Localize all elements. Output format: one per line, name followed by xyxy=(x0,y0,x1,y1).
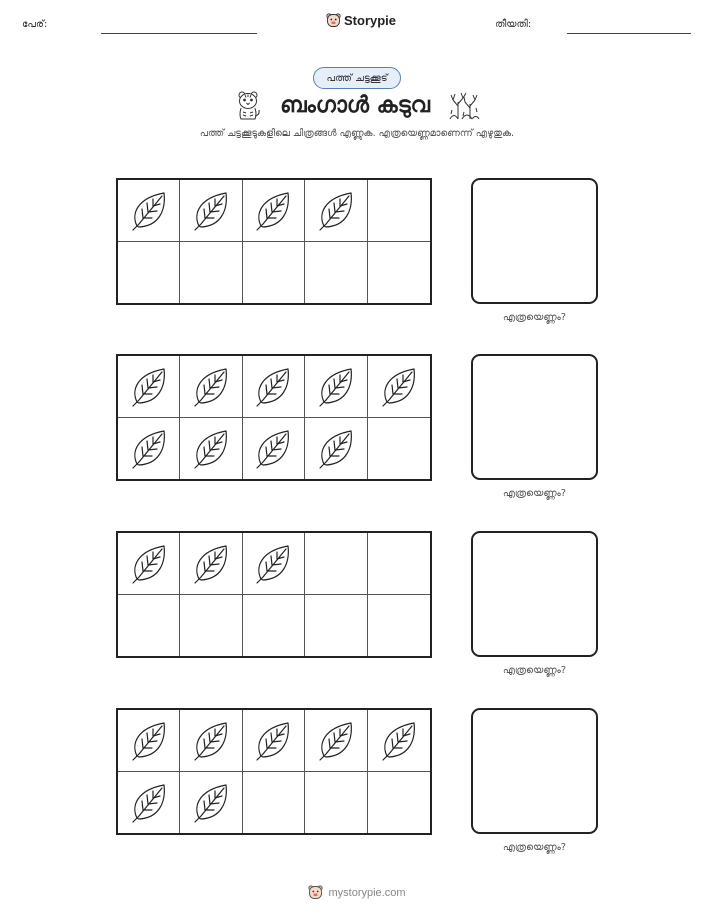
date-line[interactable] xyxy=(567,33,691,34)
answer-prompt: എത്രയെണ്ണം? xyxy=(502,665,567,676)
name-label: പേര്: xyxy=(22,19,48,30)
instructions: പത്ത് ചട്ടക്കൂടുകളിലെ ചിത്രങ്ങൾ എണ്ണുക. എത്രയെണ്ണമാണെന്ന് എഴുതുക. xyxy=(199,128,515,139)
answer-box[interactable] xyxy=(471,178,598,304)
frame-cell xyxy=(180,418,242,480)
leaf-icon xyxy=(379,364,419,408)
ten-frame xyxy=(116,354,432,481)
frame-cell xyxy=(243,710,305,772)
frame-cell xyxy=(180,180,242,242)
frame-cell xyxy=(180,242,242,304)
ten-frame xyxy=(116,708,432,835)
frame-cell xyxy=(368,533,430,595)
brand-logo xyxy=(326,12,396,29)
leaf-icon xyxy=(253,541,293,585)
frame-cell xyxy=(368,356,430,418)
jungle-trees-icon xyxy=(448,90,480,120)
leaf-icon xyxy=(316,364,356,408)
frame-cell xyxy=(180,356,242,418)
frame-cell xyxy=(305,418,367,480)
frame-cell xyxy=(180,710,242,772)
leaf-icon xyxy=(191,426,231,470)
leaf-icon xyxy=(316,718,356,762)
frame-cell xyxy=(118,772,180,834)
worksheet-type-badge: പത്ത് ചട്ടക്കൂട് xyxy=(313,67,401,89)
frame-cell xyxy=(368,242,430,304)
frame-cell xyxy=(305,772,367,834)
frame-cell xyxy=(180,533,242,595)
leaf-icon xyxy=(191,780,231,824)
answer-prompt: എത്രയെണ്ണം? xyxy=(502,488,567,499)
frame-cell xyxy=(243,180,305,242)
frame-cell xyxy=(305,356,367,418)
leaf-icon xyxy=(379,718,419,762)
bear-mascot-icon xyxy=(308,884,323,901)
leaf-icon xyxy=(316,188,356,232)
answer-box[interactable] xyxy=(471,354,598,480)
leaf-icon xyxy=(191,718,231,762)
answer-box[interactable] xyxy=(471,708,598,834)
bear-mascot-icon xyxy=(326,12,341,29)
frame-cell xyxy=(118,595,180,657)
tiger-icon xyxy=(234,90,262,120)
date-label: തീയതി: xyxy=(495,19,532,30)
leaf-icon xyxy=(129,188,169,232)
leaf-icon xyxy=(253,188,293,232)
frame-cell xyxy=(368,595,430,657)
footer-url: mystorypie.com xyxy=(328,886,406,899)
frame-cell xyxy=(305,180,367,242)
frame-cell xyxy=(118,356,180,418)
brand-name: Storypie xyxy=(344,13,397,28)
leaf-icon xyxy=(191,364,231,408)
frame-cell xyxy=(305,533,367,595)
answer-box[interactable] xyxy=(471,531,598,657)
frame-cell xyxy=(305,242,367,304)
frame-cell xyxy=(243,242,305,304)
frame-cell xyxy=(118,418,180,480)
frame-cell xyxy=(305,710,367,772)
frame-cell xyxy=(243,772,305,834)
frame-cell xyxy=(118,710,180,772)
ten-frame xyxy=(116,178,432,305)
frame-cell xyxy=(118,180,180,242)
leaf-icon xyxy=(191,188,231,232)
leaf-icon xyxy=(129,364,169,408)
answer-prompt: എത്രയെണ്ണം? xyxy=(502,842,567,853)
leaf-icon xyxy=(129,541,169,585)
worksheet-title: ബംഗാൾ കടുവ xyxy=(280,92,430,118)
ten-frame xyxy=(116,531,432,658)
leaf-icon xyxy=(129,780,169,824)
frame-cell xyxy=(305,595,367,657)
answer-prompt: എത്രയെണ്ണം? xyxy=(502,312,567,323)
frame-cell xyxy=(118,533,180,595)
frame-cell xyxy=(243,595,305,657)
frame-cell xyxy=(368,710,430,772)
frame-cell xyxy=(243,356,305,418)
frame-cell xyxy=(118,242,180,304)
frame-cell xyxy=(243,533,305,595)
leaf-icon xyxy=(253,426,293,470)
frame-cell xyxy=(368,772,430,834)
name-line[interactable] xyxy=(101,33,257,34)
leaf-icon xyxy=(129,426,169,470)
leaf-icon xyxy=(129,718,169,762)
leaf-icon xyxy=(253,364,293,408)
frame-cell xyxy=(368,180,430,242)
frame-cell xyxy=(180,595,242,657)
leaf-icon xyxy=(253,718,293,762)
leaf-icon xyxy=(191,541,231,585)
leaf-icon xyxy=(316,426,356,470)
frame-cell xyxy=(368,418,430,480)
frame-cell xyxy=(243,418,305,480)
frame-cell xyxy=(180,772,242,834)
